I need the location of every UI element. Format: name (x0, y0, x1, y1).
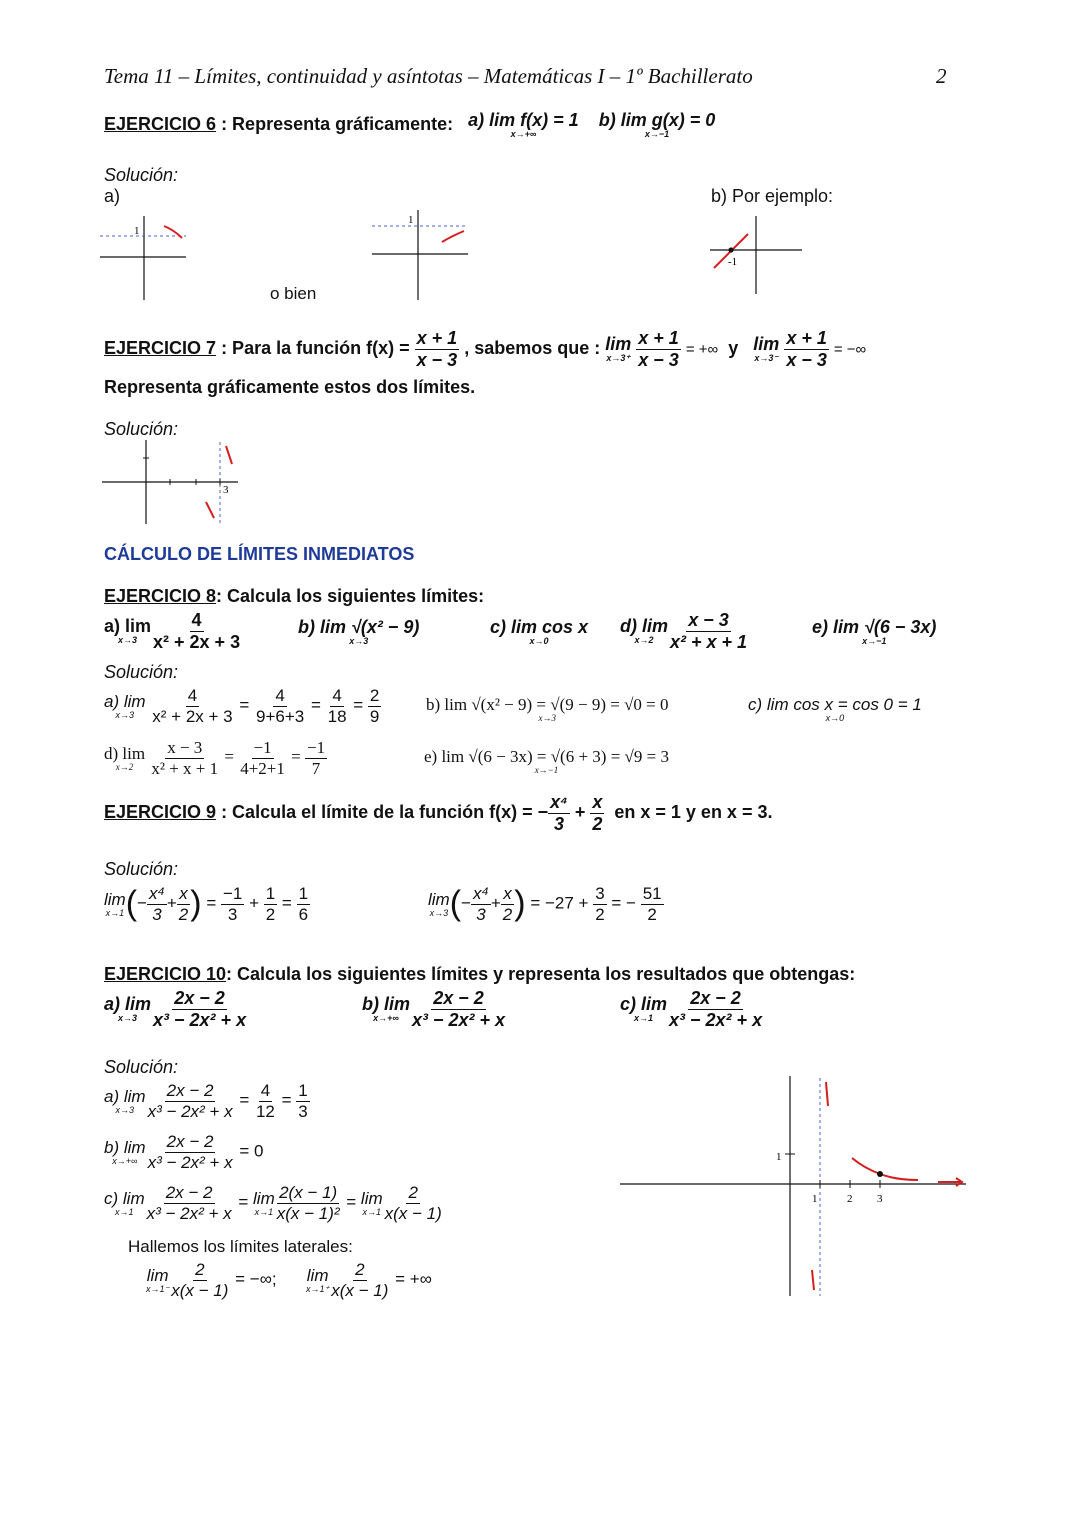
ex9-label: EJERCICIO 9 (104, 801, 217, 822)
ex10-sol-b: b) lim x→+∞ $\frac{2x - 2}{\text{x³ − 2x² + x}}$ = 0 (104, 1132, 264, 1172)
ex7-lim1-result: = +∞ (685, 340, 719, 358)
ex6-label: EJERCICIO 6 (104, 113, 217, 134)
ex8-sol-d: d) lim x→2 $\frac{x - 3}{\text{x² + x + 1}}$ = $\frac{-1}{4+2+1}$ = $\frac{-1}{7}$ (104, 738, 326, 778)
ex6-graph-a1 (96, 212, 196, 304)
ex10-sol-a: a) lim x→3 $\frac{2x - 2}{\text{x³ − 2x² + x}}$ = $\frac{4}{12}$ = $\frac{1}{3}$ (104, 1081, 308, 1121)
ex10-solution-label: Solución: (104, 1057, 179, 1077)
ex8-sol-b: b) lim √(x² − 9) = √(9 − 9) = √0 = 0 x→3 (426, 695, 669, 723)
section-title: CÁLCULO DE LÍMITES INMEDIATOS (104, 544, 415, 564)
ex6-a2-tick: 1 (408, 214, 414, 226)
ex6-b-tick: -1 (728, 256, 738, 268)
ex8-sol-e: e) lim √(6 − 3x) = √(6 + 3) = √9 = 3 x→−1 (424, 747, 669, 775)
ex10-item-a: a) lim x→3 $\frac{2x - 2}{\text{x³ − 2x² + x}}$ (104, 988, 247, 1030)
ex10-graph-tick-x2: 2 (847, 1193, 853, 1205)
ex8-item-a: a) lim x→3 $\frac{4}{\text{x² + 2x + 3}}$ (104, 610, 241, 652)
ex8-label: EJERCICIO 8 (104, 586, 217, 606)
ex8-heading (104, 586, 484, 607)
ex10-item-b: b) lim x→+∞ $\frac{2x - 2}{\text{x³ − 2x² + x}}$ (362, 988, 506, 1030)
ex6-limit-a: a) lim f(x) = 1 x→+∞ (468, 110, 579, 139)
ex9-result-1: lim x→1 (− $\frac{\text{x⁴}}{3}$ + $\frac{x}{2}$ ) = $\frac{-1}{3}$ + $\frac{1}{2}$ = $\frac{1}{6}$ (104, 884, 309, 924)
ex6-graph-a2 (368, 206, 478, 304)
ex7-middle: , sabemos que : (464, 337, 601, 358)
ex6-a1-tick: 1 (134, 225, 140, 237)
ex10-graph-tick-x1: 1 (812, 1193, 818, 1205)
ex9-statement: : Calcula el límite de la función f(x) = − (221, 801, 549, 822)
ex8-item-e: e) lim √(6 − 3x) x→−1 (812, 617, 937, 646)
page-header-title: Tema 11 – Límites, continuidad y asíntotas – Matemáticas I – 1º Bachillerato (104, 64, 753, 88)
ex8-item-d: d) lim x→2 $\frac{x - 3}{\text{x² + x + 1}}$ (620, 610, 748, 652)
ex10-graph (618, 1074, 968, 1300)
ex7-tick-3: 3 (223, 484, 229, 496)
ex7-conj: y (728, 337, 739, 358)
ex6-a-label: a) (104, 186, 121, 206)
ex7-solution-label: Solución: (104, 419, 179, 439)
ex10-heading (104, 964, 855, 985)
ex6-statement: : Representa gráficamente: (221, 113, 454, 134)
ex6-graph-b (706, 212, 806, 296)
ex8-sol-c: c) lim cos x = cos 0 = 1 x→0 (748, 695, 922, 723)
ex10-sol-c: c) lim x→1 $\frac{2x - 2}{\text{x³ − 2x² + x}}$ = lim x→1 $\frac{2(x - 1)}{\text{x(x − 1)²}}$ = lim x→1 $\frac{2}{x(x - 1)}$ (104, 1183, 442, 1223)
ex10-graph-tick-y1: 1 (776, 1151, 782, 1163)
ex7-function-fraction: $\frac{x + 1}{x - 3}$ (416, 328, 458, 370)
ex7-line1: EJERCICIO 7 : Para la función f(x) = $\frac{x + 1}{x - 3}$ , sabemos que : lim x→3⁺ $\frac{x + 1}{x - 3}$ = +∞ y lim x→3⁻ $\frac{x + 1}{x - 3}$ = −∞ (104, 328, 867, 370)
ex9-heading: EJERCICIO 9 : Calcula el límite de la función f(x) = − $\frac{\text{x⁴}}{3}$ + $\frac{x}{2}$ en x = 1 y en x = 3. (104, 792, 773, 834)
ex10-graph-tick-x3: 3 (877, 1193, 883, 1205)
ex6-o-bien: o bien (270, 284, 317, 303)
ex10-lateral-right: lim x→1⁺ $\frac{2}{x(x - 1)}$ = +∞ (306, 1260, 432, 1300)
ex8-sol-a: a) lim x→3 $\frac{4}{\text{x² + 2x + 3}}$ = $\frac{4}{9+6+3}$ = $\frac{4}{18}$ = $\frac{2}{9}$ (104, 686, 380, 726)
ex9-result-2: lim x→3 (− $\frac{\text{x⁴}}{3}$ + $\frac{x}{2}$ ) = −27 + $\frac{3}{2}$ = − $\frac{51}{2}$ (428, 884, 662, 924)
ex10-statement: : Calcula los siguientes límites y representa los resultados que obtengas: (226, 964, 856, 984)
ex6-b-label: b) Por ejemplo: (711, 186, 834, 206)
page-number: 2 (936, 64, 947, 88)
ex7-lim2: lim x→3⁻ (753, 334, 780, 364)
ex7-label: EJERCICIO 7 (104, 337, 217, 358)
ex9-tail: en x = 1 y en x = 3. (614, 801, 773, 822)
ex7-lim1: lim x→3⁺ (605, 334, 632, 364)
ex8-statement: : Calcula los siguientes límites: (216, 586, 485, 606)
ex7-graph (100, 438, 245, 528)
ex6-heading (104, 111, 715, 139)
ex8-item-c: c) lim cos x x→0 (490, 617, 589, 646)
ex10-lateral-left: lim x→1⁻ $\frac{2}{x(x - 1)}$ = −∞; (146, 1260, 277, 1300)
ex6-limit-b: b) lim g(x) = 0 x→−1 (598, 110, 716, 139)
ex6-solution-label: Solución: (104, 165, 179, 185)
ex7-line2: Representa gráficamente estos dos límites. (104, 377, 476, 397)
ex7-lim2-result: = −∞ (833, 340, 867, 358)
ex10-laterales: Hallemos los límites laterales: (128, 1237, 353, 1256)
ex7-intro: : Para la función f(x) = (221, 337, 410, 358)
ex9-solution-label: Solución: (104, 859, 179, 879)
ex10-label: EJERCICIO 10 (104, 964, 227, 984)
ex10-item-c: c) lim x→1 $\frac{2x - 2}{\text{x³ − 2x² + x}}$ (620, 988, 763, 1030)
ex8-solution-label: Solución: (104, 662, 179, 682)
ex8-item-b: b) lim √(x² − 9) x→3 (298, 617, 420, 646)
